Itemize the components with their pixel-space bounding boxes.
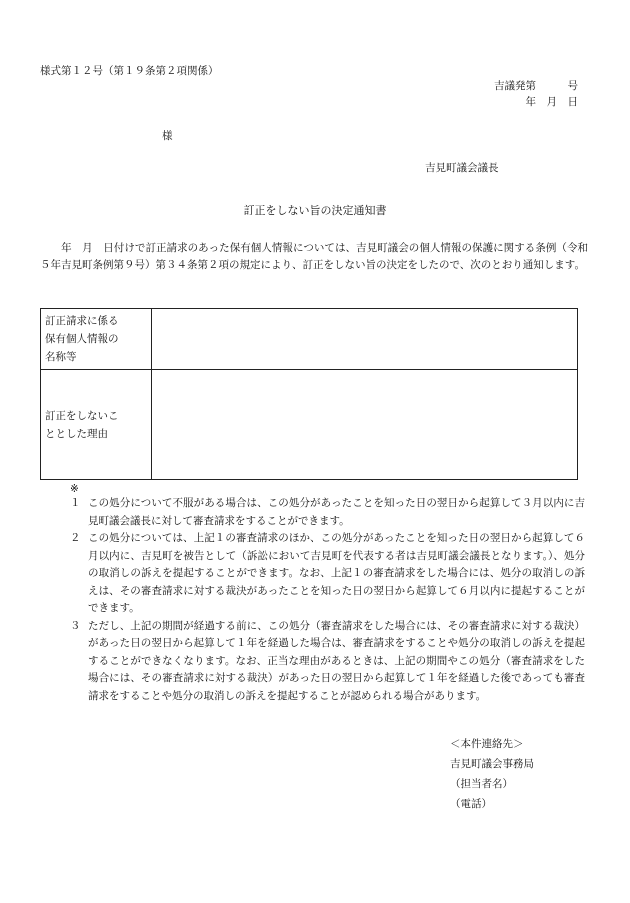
table-row-target-info <box>41 309 578 370</box>
info-table <box>40 308 578 480</box>
note-text: この処分については、上記１の審査請求のほか、この処分があったことを知った日の翌日から起算して６月以内に、吉見町を被告として（訴訟において吉見町を代表する者は吉見町議会議長となります。）、処分の取消しの訴えを提起することができます。なお、上記１の審査請求をした場合には、処分の取消しの訴えは、その審査請求に対する裁決があったことを知った日の翌日から起算して６月以内に提起することができます。 <box>88 532 585 614</box>
note-item <box>70 530 585 618</box>
value-reason <box>152 370 578 480</box>
note-text: この処分について不服がある場合は、この処分があったことを知った日の翌日から起算して３月以内に吉見町議会議長に対して審査請求をすることができます。 <box>88 497 585 527</box>
contact-person: （担当者名） <box>450 778 513 790</box>
table-row-reason <box>41 370 578 480</box>
document-title: 訂正をしない旨の決定通知書 <box>243 204 387 217</box>
body-paragraph: 年 月 日付けで訂正請求のあった保有個人情報については、吉見町議会の個人情報の保護に関する条例（令和５年吉見町条例第９号）第３４条第２項の規定により、訂正をしない旨の決定をしたので、次のとおり通知します。 <box>40 242 588 271</box>
document-date: 年 月 日 <box>525 96 578 108</box>
label-target-info: 訂正請求に係る 保有個人情報の 名称等 <box>41 309 152 370</box>
note-number: １ <box>70 497 81 509</box>
contact-heading: ＜本件連絡先＞ <box>450 738 524 750</box>
note-number: ２ <box>70 532 81 544</box>
note-number: ３ <box>70 619 81 632</box>
form-label: 様式第１２号（第１９条第２項関係） <box>40 65 219 77</box>
note-item <box>70 495 585 530</box>
notes-list <box>70 495 585 705</box>
contact-office: 吉見町議会事務局 <box>450 758 534 770</box>
sender: 吉見町議会議長 <box>425 162 499 174</box>
label-reason: 訂正をしないこ ととした理由 <box>41 370 152 480</box>
note-item <box>70 618 585 706</box>
value-target-info <box>152 309 578 370</box>
addressee: 様 <box>162 130 173 142</box>
note-text: ただし、上記の期間が経過する前に、この処分（審査請求をした場合には、その審査請求に対する裁決）があった日の翌日から起算して１年を経過した場合は、審査請求をすることや処分の取消しの訴えを提起することができなくなります。なお、正当な理由があるときは、上記の期間やこの処分（審査請求をした場合には、その審査請求に対する裁決）があった日の翌日から起算して１年を経過した後であっても審査請求をすることや処分の取消しの訴えを提起することが認められる場合があります。 <box>88 619 585 702</box>
document-number: 吉議発第 号 <box>494 80 578 92</box>
contact-phone: （電話） <box>450 798 492 810</box>
notes-marker: ※ <box>70 483 79 495</box>
